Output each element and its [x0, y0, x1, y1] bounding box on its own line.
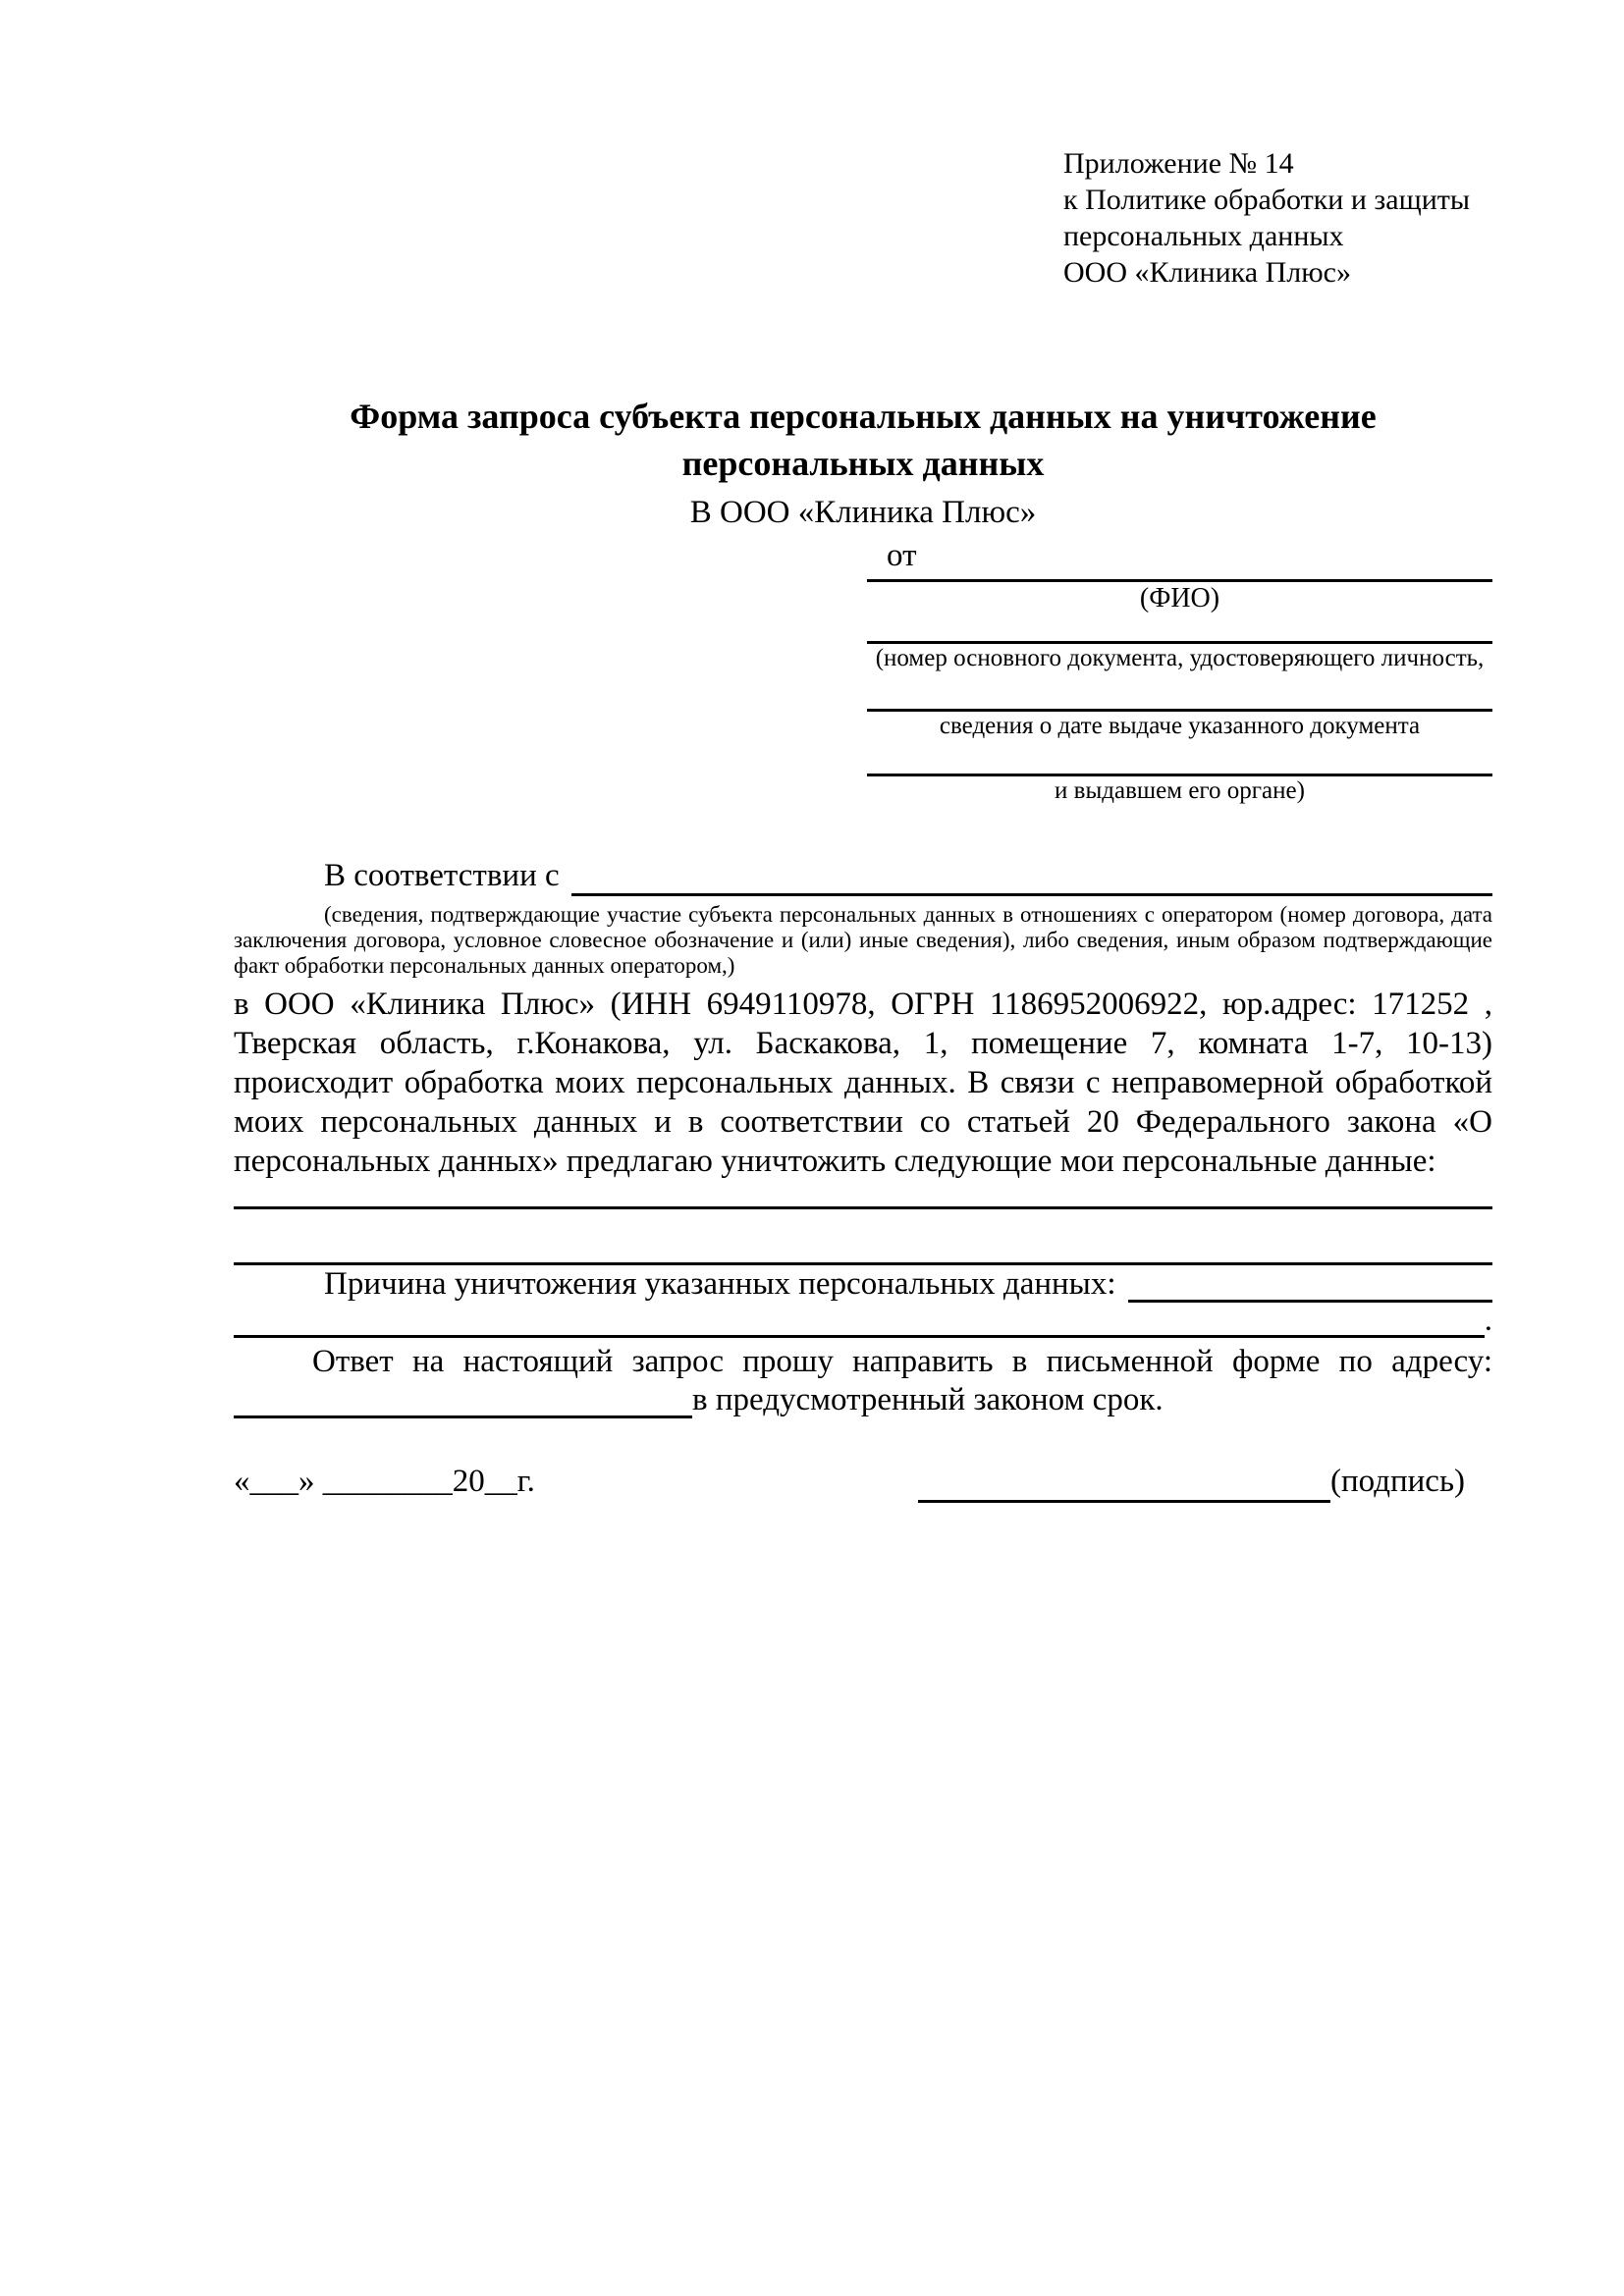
address-row — [234, 1381, 1492, 1418]
data-entry-blank-line-2 — [234, 1209, 1492, 1265]
reason-continuation-row — [234, 1303, 1492, 1338]
issue-date-caption: сведения о дате выдаче указанного документа — [939, 713, 1421, 739]
sentence-period: . — [1484, 1303, 1492, 1338]
date-line: «___» ________20__г. — [234, 1464, 535, 1499]
footer-row — [234, 1460, 1492, 1503]
document-title: Форма запроса субъекта персональных данных на уничтожение персональных данных — [350, 397, 1377, 483]
appendix-line-2: к Политике обработки и защиты — [1063, 184, 1471, 216]
address-blank-line — [234, 1380, 692, 1418]
addressee-block — [867, 536, 1492, 806]
issue-date-field — [867, 673, 1492, 741]
fio-caption: (ФИО) — [1139, 583, 1220, 614]
signature-block — [918, 1460, 1465, 1503]
accordance-label: В соответствии с — [324, 858, 560, 893]
appendix-line-3: персональных данных — [1063, 220, 1344, 252]
accordance-footnote: (сведения, подтверждающие участие субъекта персональных данных в отношениях с оператором (номер договора, дата заключения договора, условное словесное обозначение и (или) иные сведения), либо сведения, иным образом подтверждающие факт обработки персональных данных оператором,) — [234, 902, 1492, 978]
issuing-authority-blank-line — [867, 741, 1492, 776]
issue-date-blank-line — [867, 673, 1492, 712]
from-label: от — [887, 538, 917, 573]
identity-document-caption: (номер основного документа, удостоверяющего личность, — [875, 645, 1485, 671]
issuing-authority-field — [867, 741, 1492, 806]
reason-continuation-blank-line — [234, 1300, 1485, 1338]
response-tail: в предусмотренный законом срок. — [692, 1382, 1164, 1417]
appendix-note — [1063, 145, 1492, 291]
identity-document-blank-line — [867, 615, 1492, 644]
response-paragraph: Ответ на настоящий запрос прошу направить в письменной форме по адресу: — [312, 1344, 1492, 1379]
accordance-row — [234, 855, 1492, 896]
appendix-line-1: Приложение № 14 — [1063, 147, 1294, 180]
accordance-blank-line — [571, 858, 1492, 896]
reason-label: Причина уничтожения указанных персональных данных: — [324, 1266, 1116, 1302]
data-entry-blank-line-1 — [234, 1181, 1492, 1209]
appendix-line-4: ООО «Клиника Плюс» — [1063, 256, 1351, 289]
signature-caption: (подпись) — [1330, 1464, 1465, 1499]
signature-blank-line — [918, 1461, 1330, 1503]
main-paragraph: в ООО «Клиника Плюс» (ИНН 6949110978, ОГРН 1186952006922, юр.адрес: 171252 , Тверская область, г.Конакова, ул. Баскакова, 1, помещение 7, комната 1-7, 10-13) происходит обработка моих персональных данных. В связи с неправомерной обработкой моих персональных данных и в соответствии со статьей 20 Федерального закона «О персональных данных» предлагаю уничтожить следующие мои персональные данные: — [234, 987, 1492, 1179]
identity-document-field — [867, 615, 1492, 673]
fio-blank-line — [867, 575, 1492, 582]
reason-row — [234, 1265, 1492, 1303]
addressee-organization: В ООО «Клиника Плюс» — [689, 495, 1037, 530]
fio-field — [867, 575, 1492, 615]
reason-blank-line — [1128, 1264, 1492, 1303]
issuing-authority-caption: и выдавшем его органе) — [1055, 777, 1305, 804]
